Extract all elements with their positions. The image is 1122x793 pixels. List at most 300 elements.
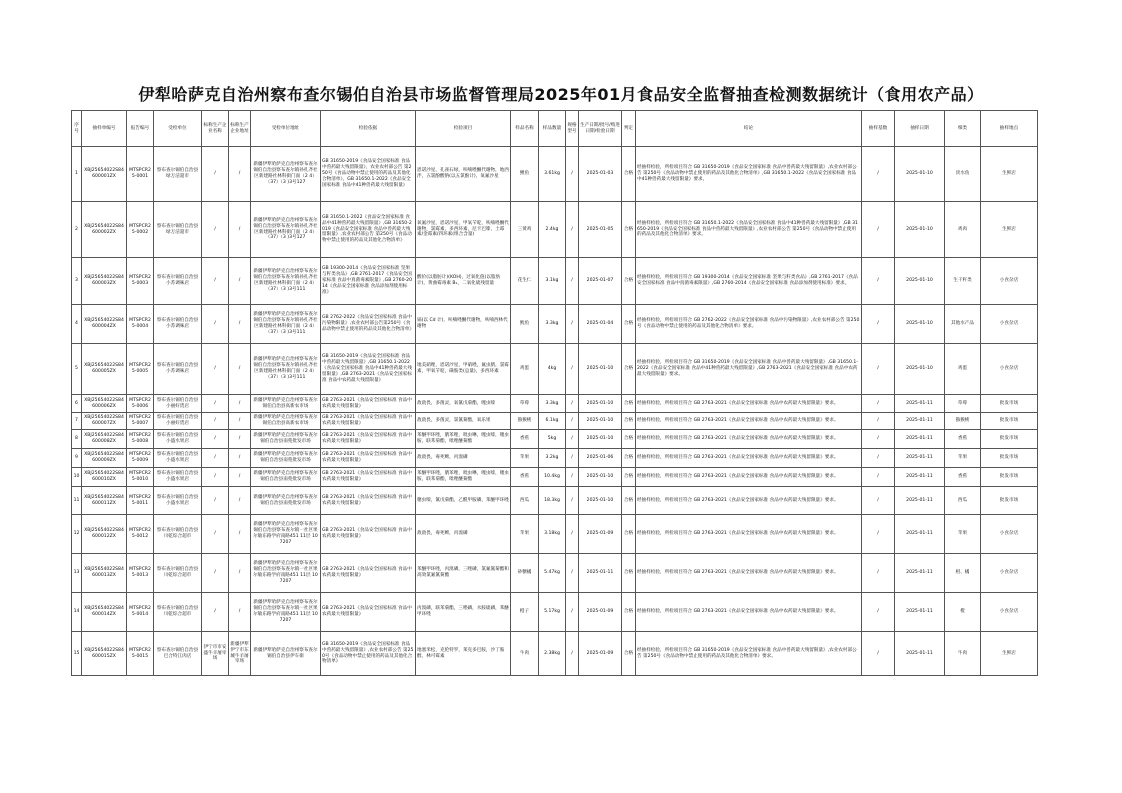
table-cell: 11 xyxy=(72,487,82,515)
table-cell: 察布查尔锡伯自治县小苏调味店 xyxy=(154,258,202,305)
table-cell: 批发市场 xyxy=(981,413,1038,430)
table-cell: 3.61kg xyxy=(539,147,566,202)
table-cell: 批发市场 xyxy=(981,395,1038,413)
table-cell: 橙 xyxy=(945,593,981,632)
table-cell: / xyxy=(862,395,895,413)
table-cell: 猕猴桃 xyxy=(945,413,981,430)
table-cell: 三黄鸡 xyxy=(511,202,539,258)
table-cell: 3.3kg xyxy=(539,395,566,413)
table-cell: / xyxy=(229,593,251,632)
table-cell: 2025-01-09 xyxy=(579,593,622,632)
table-cell: 3 xyxy=(72,258,82,305)
table-cell: 新疆伊犁哈萨克自治州察布查尔锡伯自治县南苑批发市场 xyxy=(251,468,321,487)
table-cell: 鱿鱼 xyxy=(511,305,539,344)
table-cell: XBJ25654022S84600011ZX xyxy=(82,487,127,515)
table-cell: 5.17kg xyxy=(539,593,566,632)
table-cell: / xyxy=(566,515,579,554)
table-cell: / xyxy=(862,487,895,515)
table-cell: 新疆伊犁哈萨克自治州察布查尔锡伯自治县察布查尔镇孙扎齐社区新建路社林科街门面（2 4）（37）（3 )3号111 xyxy=(251,305,321,344)
table-cell: MTSPCR25-0013 xyxy=(127,554,154,593)
table-cell: 2025-01-10 xyxy=(579,487,622,515)
table-cell: 10 xyxy=(72,468,82,487)
table-cell: XBJ25654022S84600009ZX xyxy=(82,449,127,468)
table-cell: GB 2763-2021《食品安全国家标准 食品中农药最大残留限量》 xyxy=(321,593,416,632)
table-cell: GB 19300-2014《食品安全国家标准 坚果与籽类食品》,GB 2761-2017《食品安全国家标准 食品中真菌毒素限量》,GB 2760-2014《食品安全国家标准 食品添加剂使用标准》 xyxy=(321,258,416,305)
table-cell: 苯醚甲环唑，丙溴磷，三唑磷，氯氟氰菊酯和高效氯氟氰菊酯 xyxy=(416,554,511,593)
table-cell: 2025-01-06 xyxy=(579,449,622,468)
inspection-table xyxy=(71,110,1038,676)
table-cell: 苹果 xyxy=(511,449,539,468)
table-cell: GB 31650-2019《食品安全国家标准 食品中兽药最大残留限量》,GB 31650.1-2022《食品安全国家标准 食品中41种兽药最大残留限量》,GB 2763-2021《食品安全国家标准 食品中农药最大残留限量》 xyxy=(321,344,416,395)
table-cell: XBJ25654022S84600004ZX xyxy=(82,305,127,344)
table-cell: / xyxy=(202,449,229,468)
table-row xyxy=(72,430,1038,449)
table-cell: XBJ25654022S84600007ZX xyxy=(82,413,127,430)
table-cell: / xyxy=(229,413,251,430)
table-row xyxy=(72,344,1038,395)
table-cell: 新疆伊犁哈萨克自治州察布查尔锡伯自治县伊车街 xyxy=(251,632,321,676)
table-cell: 经抽样检验，所检项目符合 GB 19300-2014《食品安全国家标准 坚果与籽类食品》,GB 2761-2017《食品安全国家标准 食品中真菌毒素限量》,GB 2760-2014《食品安全国家标准 食品添加剂使用标准》要求。 xyxy=(636,258,862,305)
table-cell: 西瓜 xyxy=(945,487,981,515)
table-cell: 2025-01-11 xyxy=(895,468,945,487)
table-cell: / xyxy=(566,258,579,305)
table-cell: / xyxy=(229,258,251,305)
table-row xyxy=(72,395,1038,413)
column-header: 抽样单编号 xyxy=(82,111,127,147)
table-cell: 合格 xyxy=(622,449,636,468)
table-cell: / xyxy=(862,413,895,430)
table-cell: GB 31650.1-2022《食品安全国家标准 食品中41种兽药最大残留限量》,GB 31650-2019《食品安全国家标准 食品中兽药最大残留限量》,农业农村部公告 第250号《食品动物中禁止使用的药品及其他化合物清单》 xyxy=(321,202,416,258)
table-cell: 18.3kg xyxy=(539,487,566,515)
table-cell: 新疆伊犁哈萨克自治州察布查尔锡伯自治县高新农市场 xyxy=(251,395,321,413)
table-cell: GB 2763-2021《食品安全国家标准 食品中农药最大残留限量》 xyxy=(321,430,416,449)
table-cell: 镉(以 Cd 计)，呋喃唑酮代谢物，呋喃西林代谢物 xyxy=(416,305,511,344)
table-cell: / xyxy=(229,515,251,554)
table-cell: 6.1kg xyxy=(539,413,566,430)
table-cell: 6 xyxy=(72,395,82,413)
table-row xyxy=(72,147,1038,202)
table-cell: 小食杂店 xyxy=(981,258,1038,305)
table-cell: / xyxy=(202,487,229,515)
table-cell: 批发市场 xyxy=(981,487,1038,515)
table-cell: 经抽样检验，所检项目符合 GB 2763-2021《食品安全国家标准 食品中农药最大残留限量》要求。 xyxy=(636,515,862,554)
table-cell: 小食杂店 xyxy=(981,515,1038,554)
table-cell: / xyxy=(566,430,579,449)
table-cell: / xyxy=(862,147,895,202)
table-cell: 丙溴磷，联苯菊酯，三唑磷，水胺硫磷，苯醚甲环唑 xyxy=(416,593,511,632)
table-row xyxy=(72,305,1038,344)
table-cell: 合格 xyxy=(622,413,636,430)
table-cell: 经抽样检验，所检项目符合 GB 2763-2021《食品安全国家标准 食品中农药最大残留限量》要求。 xyxy=(636,430,862,449)
table-cell: / xyxy=(202,515,229,554)
table-cell: 新疆伊犁哈萨克自治州察布查尔锡伯自治县南苑批发市场 xyxy=(251,430,321,449)
table-cell: 2025-01-09 xyxy=(579,515,622,554)
table-cell: 批发市场 xyxy=(981,468,1038,487)
table-cell: 经抽样检验，所检项目符合 GB 31650-2019《食品安全国家标准 食品中兽药最大残留限量》,农业农村部公告 第250号《食品动物中禁止使用的药品及其他化合物清单》要求。 xyxy=(636,632,862,676)
table-cell: 地塞米松，克伦特罗，莱克多巴胺，沙丁胺醇，林可霉素 xyxy=(416,632,511,676)
table-cell: 4kg xyxy=(539,344,566,395)
table-cell: / xyxy=(566,305,579,344)
table-cell: 合格 xyxy=(622,395,636,413)
table-cell: 经抽样检验，所检项目符合 GB 2763-2021《食品安全国家标准 食品中农药最大残留限量》要求。 xyxy=(636,413,862,430)
column-header: 检验依据 xyxy=(321,111,416,147)
table-cell: 鸡蛋 xyxy=(945,344,981,395)
table-cell: 2025-01-11 xyxy=(895,515,945,554)
table-cell: 4 xyxy=(72,305,82,344)
table-cell: / xyxy=(229,344,251,395)
table-cell: 新疆伊犁哈萨克自治州察布查尔锡伯自治县察布查尔镇孙扎齐社区新建路社林科街门面（2 4）（37）（3 )3号127 xyxy=(251,202,321,258)
table-cell: / xyxy=(566,554,579,593)
table-cell: GB 2763-2021《食品安全国家标准 食品中农药最大残留限量》 xyxy=(321,413,416,430)
table-cell: 察布查尔锡伯自治县小苏调味店 xyxy=(154,344,202,395)
table-cell: 小食杂店 xyxy=(981,593,1038,632)
table-cell: 察布查尔锡伯自治县巴合特江肉店 xyxy=(154,632,202,676)
table-cell: 新疆伊犁哈萨克自治州察布查尔锡伯自治县察布查尔镇孙扎齐社区新建路社林科街门面（2 4）（37）（3 )3号111 xyxy=(251,344,321,395)
table-cell: 苯醚甲环唑，腈苯唑，吡虫啉，噻虫嗪，噻虫胺，联苯菊酯，吡唑醚菊酯 xyxy=(416,430,511,449)
table-cell: XBJ25654022S84600013ZX xyxy=(82,554,127,593)
column-header: 规格型号 xyxy=(566,111,579,147)
column-header: 样品名称 xyxy=(511,111,539,147)
table-cell: 2025-01-03 xyxy=(579,147,622,202)
table-cell: XBJ25654022S84600008ZX xyxy=(82,430,127,449)
page-title: 伊犁哈萨克自治州察布查尔锡伯自治县市场监督管理局2025年01月食品安全监督抽查检测数据统计（食用农产品） xyxy=(138,85,984,104)
table-cell: 察布查尔锡伯自治县绿万洁超市 xyxy=(154,202,202,258)
table-cell: 2025-01-09 xyxy=(579,632,622,676)
table-cell: / xyxy=(229,395,251,413)
table-cell: 5.47kg xyxy=(539,554,566,593)
table-cell: GB 31650-2019《食品安全国家标准 食品中兽药最大残留限量》,农业农村部公告 第250号《食品动物中禁止使用的药品及其他化合物清单》 xyxy=(321,632,416,676)
table-cell: 2.38kg xyxy=(539,632,566,676)
table-cell: 12 xyxy=(72,515,82,554)
table-cell: 草莓 xyxy=(945,395,981,413)
table-cell: 经抽样检验，所检项目符合 GB 2762-2022《食品安全国家标准 食品中污染物限量》,农业农村部公告 第250号《食品动物中禁止使用的药品及其他化合物清单》要求。 xyxy=(636,305,862,344)
table-cell: 香蕉 xyxy=(511,468,539,487)
table-cell: 经抽样检验，所检项目符合 GB 2763-2021《食品安全国家标准 食品中农药最大残留限量》要求。 xyxy=(636,593,862,632)
table-cell: / xyxy=(862,449,895,468)
table-cell: / xyxy=(566,593,579,632)
table-cell: / xyxy=(229,449,251,468)
table-cell: 察布查尔锡伯自治县绿万洁超市 xyxy=(154,147,202,202)
table-cell: 敌敌畏，毒死蜱，丙溴磷 xyxy=(416,449,511,468)
table-cell: 砂糖橘 xyxy=(511,554,539,593)
table-cell: 2025-01-10 xyxy=(895,305,945,344)
table-cell: 经抽样检验，所检项目符合 GB 2763-2021《食品安全国家标准 食品中农药最大残留限量》要求。 xyxy=(636,395,862,413)
table-cell: / xyxy=(566,202,579,258)
table-cell: 合格 xyxy=(622,515,636,554)
table-cell: 8 xyxy=(72,430,82,449)
table-cell: 5 xyxy=(72,344,82,395)
table-cell: 香蕉 xyxy=(945,468,981,487)
table-cell: / xyxy=(862,258,895,305)
table-cell: / xyxy=(862,554,895,593)
table-cell: 酸价(以脂肪计)(KOH)，过氧化值(以脂肪计)，黄曲霉毒素 B₁，二氧化硫残留量 xyxy=(416,258,511,305)
table-row xyxy=(72,449,1038,468)
table-cell: / xyxy=(566,449,579,468)
column-header: 细类 xyxy=(945,111,981,147)
table-cell: GB 2763-2021《食品安全国家标准 食品中农药最大残留限量》 xyxy=(321,468,416,487)
table-cell: MTSPCR25-0005 xyxy=(127,344,154,395)
table-cell: MTSPCR25-0014 xyxy=(127,593,154,632)
column-header: 序号 xyxy=(72,111,82,147)
table-cell: 其他水产品 xyxy=(945,305,981,344)
column-header: 抽样基数 xyxy=(862,111,895,147)
table-cell: XBJ25654022S84600014ZX xyxy=(82,593,127,632)
column-header: 抽样日期 xyxy=(895,111,945,147)
column-header: 检验项目 xyxy=(416,111,511,147)
table-cell: XBJ25654022S84600005ZX xyxy=(82,344,127,395)
table-cell: / xyxy=(566,395,579,413)
table-cell: 新疆伊犁哈萨克自治州察布查尔锡伯自治县察布查尔镇孙扎齐社区新建路社林科街门面（2 4）（37）（3 )3号127 xyxy=(251,147,321,202)
table-cell: 西瓜 xyxy=(511,487,539,515)
column-header: 受检单位地址 xyxy=(251,111,321,147)
table-cell: 合格 xyxy=(622,202,636,258)
table-cell: MTSPCR25-0001 xyxy=(127,147,154,202)
table-row xyxy=(72,468,1038,487)
table-cell: / xyxy=(229,305,251,344)
table-cell: 生鲜店 xyxy=(981,147,1038,202)
table-cell: 苹果 xyxy=(511,515,539,554)
table-cell: MTSPCR25-0004 xyxy=(127,305,154,344)
table-cell: 经抽样检验，所检项目符合 GB 2763-2021《食品安全国家标准 食品中农药最大残留限量》要求。 xyxy=(636,468,862,487)
table-cell: 2025-01-11 xyxy=(579,554,622,593)
table-row xyxy=(72,593,1038,632)
table-cell: 2025-01-10 xyxy=(579,468,622,487)
table-cell: / xyxy=(202,258,229,305)
table-cell: 地美硝唑，恩诺沙星，甲硝唑，氟虫腈，氯霉素，甲氧苄啶，磺胺类(总量)，多西环素 xyxy=(416,344,511,395)
table-cell: 小食杂店 xyxy=(981,344,1038,395)
table-cell: 合格 xyxy=(622,147,636,202)
table-cell: 鲤鱼 xyxy=(511,147,539,202)
column-header: 标称生产企业地址 xyxy=(229,111,251,147)
table-cell: / xyxy=(862,202,895,258)
table-row xyxy=(72,258,1038,305)
table-cell: / xyxy=(229,468,251,487)
table-cell: 3.1kg xyxy=(539,258,566,305)
table-cell: 察布查尔锡伯自治县小盛水果店 xyxy=(154,430,202,449)
table-cell: 2025-01-07 xyxy=(579,258,622,305)
table-cell: / xyxy=(862,344,895,395)
column-header: 样品数量 xyxy=(539,111,566,147)
table-cell: 5kg xyxy=(539,430,566,449)
table-cell: 3.3kg xyxy=(539,305,566,344)
table-cell: / xyxy=(202,305,229,344)
table-cell: 2025-01-11 xyxy=(895,487,945,515)
table-cell: GB 2763-2021《食品安全国家标准 食品中农药最大残留限量》 xyxy=(321,515,416,554)
table-cell: 香蕉 xyxy=(511,430,539,449)
table-cell: 合格 xyxy=(622,258,636,305)
table-cell: 2025-01-11 xyxy=(895,413,945,430)
table-cell: 新疆伊犁哈萨克自治州察布查尔锡伯自治县高新农市场 xyxy=(251,413,321,430)
table-cell: 经抽样检验，所检项目符合 GB 2763-2021《食品安全国家标准 食品中农药最大残留限量》要求。 xyxy=(636,487,862,515)
table-cell: 察布查尔锡伯自治县小盛水果店 xyxy=(154,487,202,515)
table-cell: 2.4kg xyxy=(539,202,566,258)
table-cell: 合格 xyxy=(622,430,636,449)
table-cell: 经抽样检验，所检项目符合 GB 2763-2021《食品安全国家标准 食品中农药最大残留限量》要求。 xyxy=(636,554,862,593)
table-cell: / xyxy=(202,413,229,430)
table-cell: 经抽样检验，所检项目符合 GB 31650-2019《食品安全国家标准 食品中兽药最大残留限量》,农业农村部公告 第250号《食品动物中禁止使用的药品及其他化合物清单》,GB 31650.1-2022《食品安全国家标准 食品中41种兽药最大残留限量》要求。 xyxy=(636,147,862,202)
table-cell: GB 2763-2021《食品安全国家标准 食品中农药最大残留限量》 xyxy=(321,449,416,468)
table-cell: 2025-01-05 xyxy=(579,202,622,258)
column-header: 判定 xyxy=(622,111,636,147)
table-cell: / xyxy=(202,554,229,593)
table-cell: / xyxy=(229,202,251,258)
table-cell: 2 xyxy=(72,202,82,258)
table-cell: XBJ25654022S84600012ZX xyxy=(82,515,127,554)
table-cell: 敌敌畏，多菌灵，氯氰菊酯，氧乐果 xyxy=(416,413,511,430)
table-cell: 2025-01-11 xyxy=(895,554,945,593)
table-cell: 经抽样检验，所检项目符合 GB 2763-2021《食品安全国家标准 食品中农药最大残留限量》要求。 xyxy=(636,449,862,468)
table-cell: 生干籽类 xyxy=(945,258,981,305)
table-cell: / xyxy=(202,395,229,413)
table-cell: 苯醚甲环唑，腈苯唑，吡虫啉，噻虫嗪，噻虫胺，联苯菊酯，吡唑醚菊酯 xyxy=(416,468,511,487)
table-cell: 批发市场 xyxy=(981,430,1038,449)
table-cell: 经抽样检验，所检项目符合 GB 31650-2019《食品安全国家标准 食品中兽药最大残留限量》,GB 31650.1-2022《食品安全国家标准 食品中41种兽药最大残留限量》,GB 2763-2021《食品安全国家标准 食品中农药最大残留限量》要求。 xyxy=(636,344,862,395)
table-cell: / xyxy=(202,593,229,632)
table-cell: 鸡肉 xyxy=(945,202,981,258)
table-cell: 伊宁市市安盛牛羊屠宰场 xyxy=(202,632,229,676)
table-cell: 小食杂店 xyxy=(981,305,1038,344)
table-cell: 2025-01-11 xyxy=(895,449,945,468)
table-cell: 新疆伊犁哈萨克自治州察布查尔锡伯自治县察布查尔镇孙扎齐社区新建路社林科街门面（2 4）（37）（3 )3号111 xyxy=(251,258,321,305)
table-row xyxy=(72,554,1038,593)
table-cell: / xyxy=(862,632,895,676)
table-cell: / xyxy=(566,413,579,430)
table-cell: 敌敌畏，多菌灵，氧氰戊菊酯，噻虫嗪 xyxy=(416,395,511,413)
table-cell: MTSPCR25-0003 xyxy=(127,258,154,305)
table-cell: 恩诺沙星，孔雀石绿，呋喃唑酮代谢物，地西泮，五氯酚酸钠(以五氯酚计)，氧氟沙星 xyxy=(416,147,511,202)
table-cell: 噻虫嗪，氰戊菊酯，乙酰甲胺磷，苯醚甲环唑 xyxy=(416,487,511,515)
table-cell: 批发市场 xyxy=(981,449,1038,468)
table-cell: GB 31650-2019《食品安全国家标准 食品中兽药最大残留限量》，农业农村部公告 第250号《食品动物中禁止使用的药品及其他化合物清单》，GB 31650.1-2022《食品安全国家标准 食品中41种兽药最大残留限量》 xyxy=(321,147,416,202)
table-cell: 新疆伊犁哈萨克自治州察布查尔锡伯自治县南苑批发市场 xyxy=(251,487,321,515)
table-cell: 2025-01-11 xyxy=(895,632,945,676)
table-cell: XBJ25654022S84600002ZX xyxy=(82,202,127,258)
table-cell: 牛肉 xyxy=(945,632,981,676)
table-cell: MTSPCR25-0008 xyxy=(127,430,154,449)
table-cell: 2025-01-10 xyxy=(579,395,622,413)
table-cell: XBJ25654022S84600006ZX xyxy=(82,395,127,413)
column-header: 标称生产企业名称 xyxy=(202,111,229,147)
table-cell: GB 2762-2022《食品安全国家标准 食品中污染物限量》,农业农村部公告第250号《食品动物中禁止使用的药品及其他化合物清单》 xyxy=(321,305,416,344)
table-cell: / xyxy=(229,147,251,202)
table-cell: / xyxy=(229,430,251,449)
table-cell: 10.4kg xyxy=(539,468,566,487)
column-header: 报告编号 xyxy=(127,111,154,147)
table-cell: 2025-01-04 xyxy=(579,305,622,344)
table-cell: 2025-01-10 xyxy=(579,430,622,449)
table-cell: / xyxy=(566,468,579,487)
table-cell: 合格 xyxy=(622,487,636,515)
table-header-row xyxy=(72,111,1038,147)
table-cell: 花生仁 xyxy=(511,258,539,305)
table-cell: XBJ25654022S84600015ZX xyxy=(82,632,127,676)
column-header: 受检单位 xyxy=(154,111,202,147)
table-cell: MTSPCR25-0012 xyxy=(127,515,154,554)
table-cell: MTSPCR25-0006 xyxy=(127,395,154,413)
table-cell: XBJ25654022S84600003ZX xyxy=(82,258,127,305)
table-cell: 察布查尔锡伯自治县川乾综合超市 xyxy=(154,515,202,554)
table-cell: / xyxy=(229,487,251,515)
table-cell: MTSPCR25-0015 xyxy=(127,632,154,676)
table-cell: 柑、橘 xyxy=(945,554,981,593)
table-cell: 合格 xyxy=(622,593,636,632)
table-cell: 2025-01-10 xyxy=(895,344,945,395)
table-cell: / xyxy=(862,430,895,449)
table-cell: / xyxy=(229,554,251,593)
table-cell: MTSPCR25-0010 xyxy=(127,468,154,487)
table-cell: 3.18kg xyxy=(539,515,566,554)
table-cell: 新疆伊犁哈萨克自治州察布查尔锡伯自治县南苑批发市场 xyxy=(251,449,321,468)
table-cell: 15 xyxy=(72,632,82,676)
table-cell: 生鲜店 xyxy=(981,632,1038,676)
table-cell: 牛肉 xyxy=(511,632,539,676)
table-cell: GB 2763-2021《食品安全国家标准 食品中农药最大残留限量》 xyxy=(321,487,416,515)
table-cell: 察布查尔锡伯自治县川乾综合超市 xyxy=(154,593,202,632)
table-cell: MTSPCR25-0011 xyxy=(127,487,154,515)
table-cell: 新疆伊犁哈萨克自治州察布查尔锡伯自治县察布查尔镇一社区果尔敏东路学府南路451 11层 107207 xyxy=(251,593,321,632)
table-cell: 3.2kg xyxy=(539,449,566,468)
table-cell: / xyxy=(862,593,895,632)
table-cell: 察布查尔锡伯自治县小盛水果店 xyxy=(154,449,202,468)
table-cell: 合格 xyxy=(622,344,636,395)
table-cell: 新疆伊犁哈萨克自治州察布查尔锡伯自治县察布查尔镇一社区果尔敏东路学府南路451 11层 107207 xyxy=(251,554,321,593)
table-row xyxy=(72,202,1038,258)
table-cell: 橙子 xyxy=(511,593,539,632)
table-cell: 苹果 xyxy=(945,515,981,554)
table-cell: 新疆伊犁伊宁市东城牛羊屠宰场 xyxy=(229,632,251,676)
column-header: 结论 xyxy=(636,111,862,147)
table-cell: MTSPCR25-0002 xyxy=(127,202,154,258)
table-cell: 鸡蛋 xyxy=(511,344,539,395)
table-cell: MTSPCR25-0007 xyxy=(127,413,154,430)
table-cell: 2025-01-11 xyxy=(895,395,945,413)
column-header: 生产日期/批号/购进日期/检验日期 xyxy=(579,111,622,147)
table-cell: XBJ25654022S84600001ZX xyxy=(82,147,127,202)
table-row xyxy=(72,632,1038,676)
table-cell: 合格 xyxy=(622,468,636,487)
table-cell: 香蕉 xyxy=(945,430,981,449)
table-cell: / xyxy=(566,147,579,202)
table-cell: 1 xyxy=(72,147,82,202)
table-cell: MTSPCR25-0009 xyxy=(127,449,154,468)
table-cell: 合格 xyxy=(622,305,636,344)
table-cell: 草莓 xyxy=(511,395,539,413)
table-cell: 小食杂店 xyxy=(981,554,1038,593)
table-cell: 察布查尔锡伯自治县小盛水果店 xyxy=(154,468,202,487)
table-cell: 敌敌畏，毒死蜱，丙溴磷 xyxy=(416,515,511,554)
table-cell: / xyxy=(566,632,579,676)
table-cell: 2025-01-10 xyxy=(579,344,622,395)
table-cell: 察布查尔锡伯自治县小丽好货店 xyxy=(154,413,202,430)
table-cell: 新疆伊犁哈萨克自治州察布查尔锡伯自治县察布查尔镇一社区果尔敏东路学府南路451 11层 107207 xyxy=(251,515,321,554)
table-cell: 2025-01-11 xyxy=(895,593,945,632)
table-row xyxy=(72,487,1038,515)
table-cell: / xyxy=(202,202,229,258)
table-cell: 2025-01-10 xyxy=(895,258,945,305)
table-cell: / xyxy=(202,468,229,487)
table-cell: / xyxy=(202,430,229,449)
table-cell: 合格 xyxy=(622,632,636,676)
table-cell: 7 xyxy=(72,413,82,430)
table-cell: / xyxy=(862,468,895,487)
table-cell: 猕猴桃 xyxy=(511,413,539,430)
column-header: 抽样地点 xyxy=(981,111,1038,147)
table-cell: 生鲜店 xyxy=(981,202,1038,258)
table-cell: 氧氟沙星，恩诺沙星，甲氧苄啶，呋喃唑酮代谢物，氯霉素，多西环素，尼卡巴嗪，土霉素/金霉素/四环素(组合含量) xyxy=(416,202,511,258)
table-cell: / xyxy=(862,515,895,554)
table-cell: XBJ25654022S84600010ZX xyxy=(82,468,127,487)
table-cell: 察布查尔锡伯自治县川乾综合超市 xyxy=(154,554,202,593)
